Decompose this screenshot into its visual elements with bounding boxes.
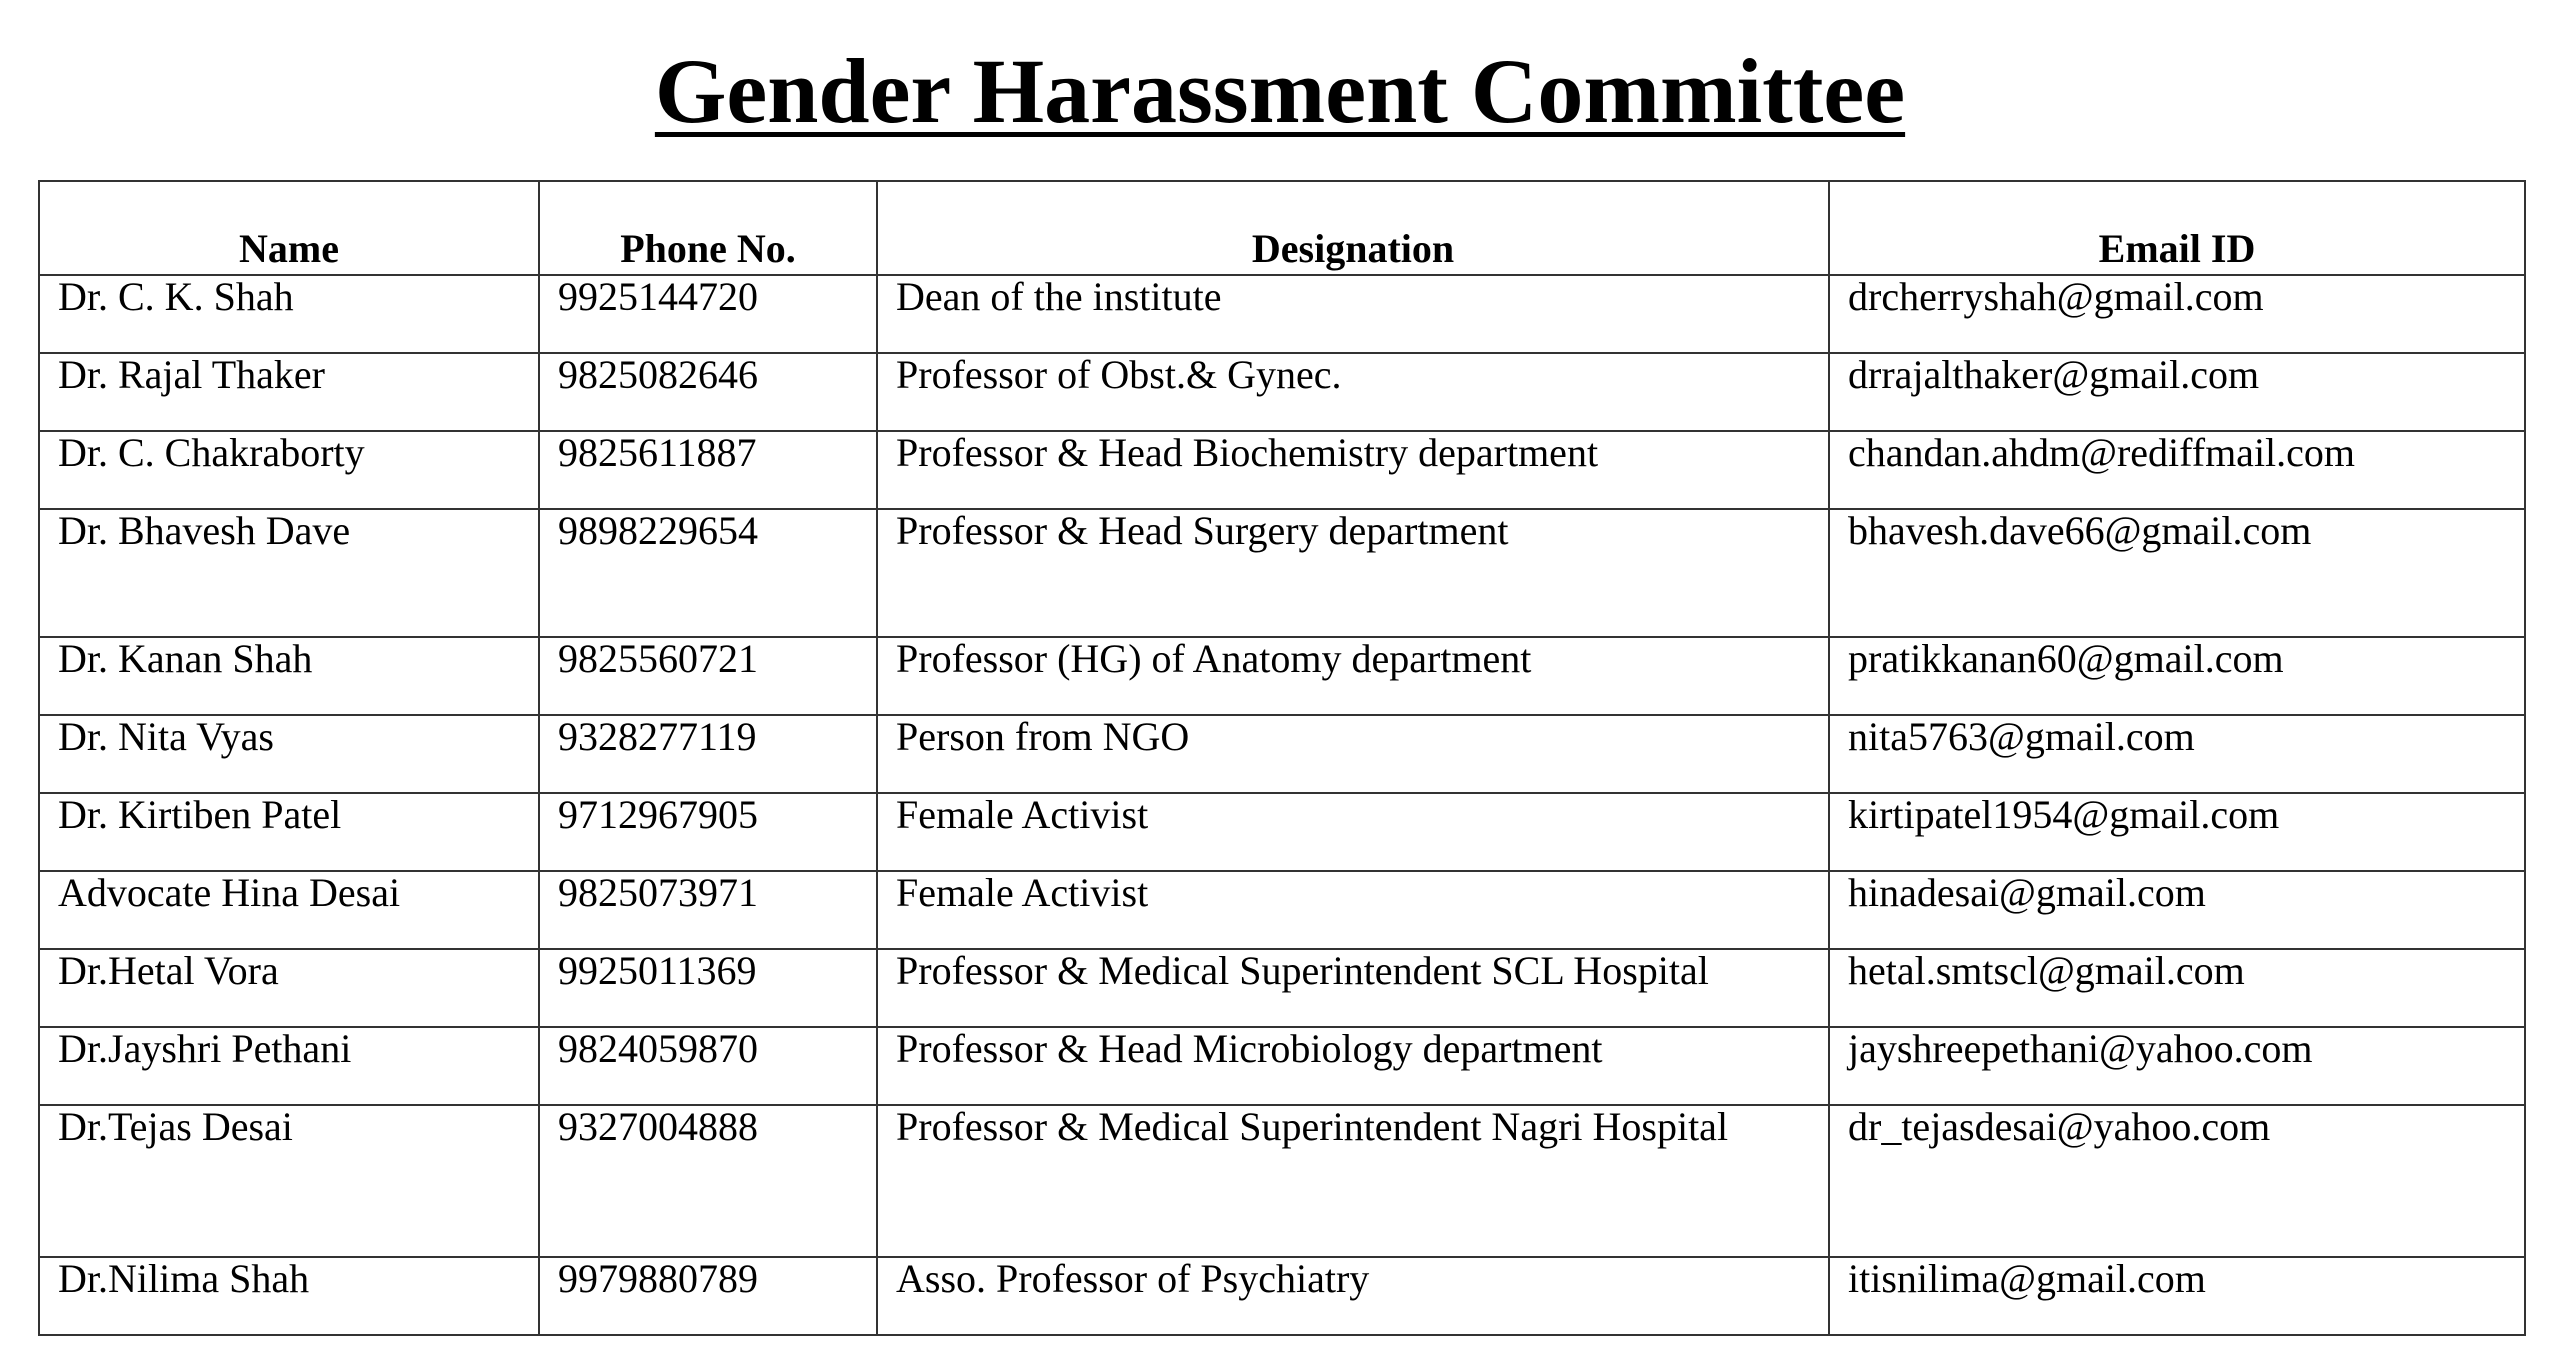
table-row [39,793,2525,871]
email-cell [1829,353,2525,431]
phone-cell [539,871,877,949]
member-phone: 9825611887 [558,431,757,475]
name-cell [39,275,539,353]
member-phone: 9328277119 [558,715,757,759]
phone-cell [539,949,877,1027]
email-cell [1829,715,2525,793]
table-row [39,949,2525,1027]
column-header-email: Email ID [1829,181,2525,275]
phone-cell [539,1257,877,1335]
table-row [39,1027,2525,1105]
email-cell [1829,1257,2525,1335]
column-header-name: Name [39,181,539,275]
designation-cell [877,1257,1829,1335]
member-email: jayshreepethani@yahoo.com [1848,1027,2313,1071]
member-phone: 9824059870 [558,1027,758,1071]
name-cell [39,793,539,871]
designation-cell [877,431,1829,509]
member-designation: Professor & Medical Superintendent SCL Hospital [896,949,1709,993]
name-cell [39,949,539,1027]
table-row [39,715,2525,793]
member-phone: 9925011369 [558,949,757,993]
name-cell [39,1257,539,1335]
email-cell [1829,871,2525,949]
table-row [39,509,2525,637]
email-cell [1829,431,2525,509]
member-designation: Person from NGO [896,715,1190,759]
email-cell [1829,275,2525,353]
table-header-row [39,181,2525,275]
committee-table [38,180,2526,1336]
designation-cell [877,871,1829,949]
phone-cell [539,431,877,509]
email-cell [1829,949,2525,1027]
member-email: dr_tejasdesai@yahoo.com [1848,1105,2271,1149]
designation-cell [877,1105,1829,1257]
column-header-phone: Phone No. [539,181,877,275]
page-title: Gender Harassment Committee [654,40,1906,142]
member-designation: Dean of the institute [896,275,1222,319]
member-designation: Female Activist [896,793,1149,837]
member-email: itisnilima@gmail.com [1848,1257,2206,1301]
member-name: Dr. C. K. Shah [58,275,294,319]
member-email: hetal.smtscl@gmail.com [1848,949,2245,993]
table-row [39,275,2525,353]
table-row [39,637,2525,715]
member-name: Dr.Hetal Vora [58,949,279,993]
member-designation: Professor & Head Biochemistry department [896,431,1599,475]
name-cell [39,715,539,793]
table-row [39,1257,2525,1335]
member-phone: 9898229654 [558,509,758,553]
member-email: kirtipatel1954@gmail.com [1848,793,2280,837]
name-cell [39,509,539,637]
member-email: hinadesai@gmail.com [1848,871,2206,915]
member-email: drcherryshah@gmail.com [1848,275,2264,319]
name-cell [39,1027,539,1105]
member-name: Dr. Bhavesh Dave [58,509,351,553]
member-name: Dr. Rajal Thaker [58,353,325,397]
phone-cell [539,1105,877,1257]
email-cell [1829,1027,2525,1105]
member-phone: 9825082646 [558,353,758,397]
name-cell [39,431,539,509]
phone-cell [539,275,877,353]
member-phone: 9825073971 [558,871,758,915]
table-row [39,871,2525,949]
email-cell [1829,1105,2525,1257]
member-email: drrajalthaker@gmail.com [1848,353,2260,397]
name-cell [39,1105,539,1257]
member-name: Advocate Hina Desai [58,871,401,915]
designation-cell [877,949,1829,1027]
phone-cell [539,793,877,871]
member-designation: Professor & Medical Superintendent Nagri Hospital [896,1105,1729,1149]
member-phone: 9327004888 [558,1105,758,1149]
designation-cell [877,1027,1829,1105]
name-cell [39,353,539,431]
designation-cell [877,715,1829,793]
member-email: chandan.ahdm@rediffmail.com [1848,431,2356,475]
member-designation: Professor of Obst.& Gynec. [896,353,1342,397]
phone-cell [539,715,877,793]
member-name: Dr. Kanan Shah [58,637,313,681]
member-designation: Professor & Head Surgery department [896,509,1509,553]
member-designation: Female Activist [896,871,1149,915]
member-email: bhavesh.dave66@gmail.com [1848,509,2312,553]
member-phone: 9925144720 [558,275,758,319]
member-phone: 9979880789 [558,1257,758,1301]
member-designation: Professor (HG) of Anatomy department [896,637,1532,681]
phone-cell [539,1027,877,1105]
email-cell [1829,509,2525,637]
member-email: pratikkanan60@gmail.com [1848,637,2284,681]
phone-cell [539,353,877,431]
phone-cell [539,509,877,637]
name-cell [39,637,539,715]
designation-cell [877,353,1829,431]
member-email: nita5763@gmail.com [1848,715,2195,759]
member-designation: Asso. Professor of Psychiatry [896,1257,1370,1301]
table-row [39,353,2525,431]
member-name: Dr. C. Chakraborty [58,431,365,475]
member-phone: 9712967905 [558,793,758,837]
member-phone: 9825560721 [558,637,758,681]
table-row [39,1105,2525,1257]
member-name: Dr. Nita Vyas [58,715,274,759]
designation-cell [877,637,1829,715]
table-row [39,431,2525,509]
column-header-designation: Designation [877,181,1829,275]
designation-cell [877,275,1829,353]
email-cell [1829,793,2525,871]
member-name: Dr.Jayshri Pethani [58,1027,352,1071]
email-cell [1829,637,2525,715]
designation-cell [877,509,1829,637]
member-name: Dr. Kirtiben Patel [58,793,342,837]
designation-cell [877,793,1829,871]
member-name: Dr.Nilima Shah [58,1257,310,1301]
member-designation: Professor & Head Microbiology department [896,1027,1603,1071]
name-cell [39,871,539,949]
member-name: Dr.Tejas Desai [58,1105,293,1149]
phone-cell [539,637,877,715]
